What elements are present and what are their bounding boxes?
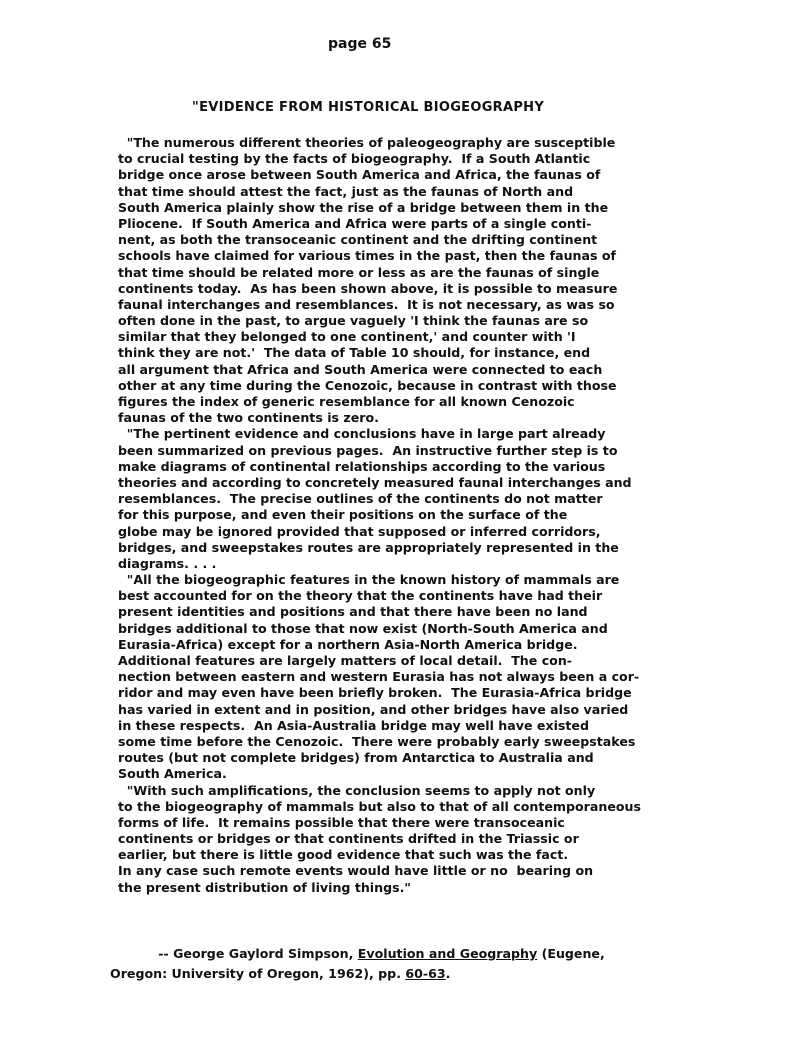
text-line: has varied in extent and in position, and other bridges have also varied <box>118 701 629 717</box>
text-line: that time should attest the fact, just as the faunas of North and <box>118 183 574 199</box>
text-line: faunal interchanges and resemblances. It is not necessary, as was so <box>118 296 615 312</box>
text-line: nent, as both the transoceanic continent and the drifting continent <box>118 232 598 248</box>
text-line: globe may be ignored provided that supposed or inferred corridors, <box>118 523 601 539</box>
text-line: continents or bridges or that continents drifted in the Triassic or <box>118 831 579 847</box>
text-line: in these respects. An Asia-Australia bridge may well have existed <box>118 717 589 733</box>
text-line: that time should be related more or less as are the faunas of single <box>118 264 600 280</box>
citation-end: . <box>445 966 451 981</box>
text-line: best accounted for on the theory that the continents have had their <box>118 588 603 604</box>
text-line: diagrams. . . . <box>118 555 217 571</box>
text-line: faunas of the two continents is zero. <box>118 410 379 426</box>
citation-pages: 60-63 <box>405 966 446 981</box>
text-line: bridges, and sweepstakes routes are appropriately represented in the <box>118 539 619 555</box>
text-line: earlier, but there is little good evidence that such was the fact. <box>118 847 569 863</box>
text-line: present identities and positions and that there have been no land <box>118 604 588 620</box>
text-line: "With such amplifications, the conclusion seems to apply not only <box>118 782 596 798</box>
section-heading: "EVIDENCE FROM HISTORICAL BIOGEOGRAPHY <box>192 100 545 115</box>
text-line: the present distribution of living things." <box>118 879 411 895</box>
citation-publisher: Oregon: University of Oregon, 1962), pp. <box>110 966 406 981</box>
text-line: "All the biogeographic features in the known history of mammals are <box>118 572 620 588</box>
text-line: continents today. As has been shown above, it is possible to measure <box>118 280 618 296</box>
text-line: Additional features are largely matters of local detail. The con- <box>118 653 573 668</box>
text-line: resemblances. The precise outlines of the continents do not matter <box>118 491 603 507</box>
text-line: bridge once arose between South America and Africa, the faunas of <box>118 167 601 183</box>
text-line: think they are not.' The data of Table 10 should, for instance, end <box>118 345 591 361</box>
citation-book-title: Evolution and Geography <box>357 946 538 961</box>
text-line: "The numerous different theories of paleogeography are susceptible <box>118 135 616 150</box>
text-line: similar that they belonged to one continent,' and counter with 'I <box>118 329 576 345</box>
text-line: bridges additional to those that now exist (North-South America and <box>118 620 608 636</box>
citation-suffix: (Eugene, <box>537 946 605 961</box>
text-line: make diagrams of continental relationships according to the various <box>118 458 606 474</box>
text-line: Eurasia-Africa) except for a northern Asia-North America bridge. <box>118 636 578 652</box>
page-number: page 65 <box>328 36 392 52</box>
text-line: some time before the Cenozoic. There were probably early sweepstakes <box>118 733 636 749</box>
text-line: other at any time during the Cenozoic, because in contrast with those <box>118 377 617 393</box>
citation-prefix: -- George Gaylord Simpson, <box>110 946 358 961</box>
text-line: "The pertinent evidence and conclusions have in large part already <box>118 426 606 442</box>
text-line: to crucial testing by the facts of biogeography. If a South Atlantic <box>118 151 591 167</box>
text-line: Pliocene. If South America and Africa were parts of a single conti- <box>118 215 592 231</box>
citation-line-1 <box>110 944 770 964</box>
text-line: figures the index of generic resemblance for all known Cenozoic <box>118 394 575 409</box>
text-line: ridor and may even have been briefly broken. The Eurasia-Africa bridge <box>118 685 632 701</box>
citation <box>110 944 770 984</box>
text-line: South America plainly show the rise of a bridge between them in the <box>118 199 609 215</box>
text-line: schools have claimed for various times in the past, then the faunas of <box>118 248 617 264</box>
text-line: been summarized on previous pages. An instructive further step is to <box>118 442 618 458</box>
text-line: In any case such remote events would have little or no bearing on <box>118 863 594 879</box>
text-line: theories and according to concretely measured faunal interchanges and <box>118 474 632 490</box>
text-line: to the biogeography of mammals but also to that of all contemporaneous <box>118 798 642 814</box>
text-line: often done in the past, to argue vaguely 'I think the faunas are so <box>118 313 589 329</box>
text-line: forms of life. It remains possible that there were transoceanic <box>118 814 565 830</box>
text-line: all argument that Africa and South America were connected to each <box>118 361 603 377</box>
text-line: South America. <box>118 766 227 782</box>
text-line: routes (but not complete bridges) from Antarctica to Australia and <box>118 750 594 766</box>
citation-line-2 <box>110 964 770 984</box>
quoted-body-text <box>118 135 758 896</box>
text-line: nection between eastern and western Eurasia has not always been a cor- <box>118 669 640 685</box>
text-line: for this purpose, and even their positions on the surface of the <box>118 507 568 523</box>
